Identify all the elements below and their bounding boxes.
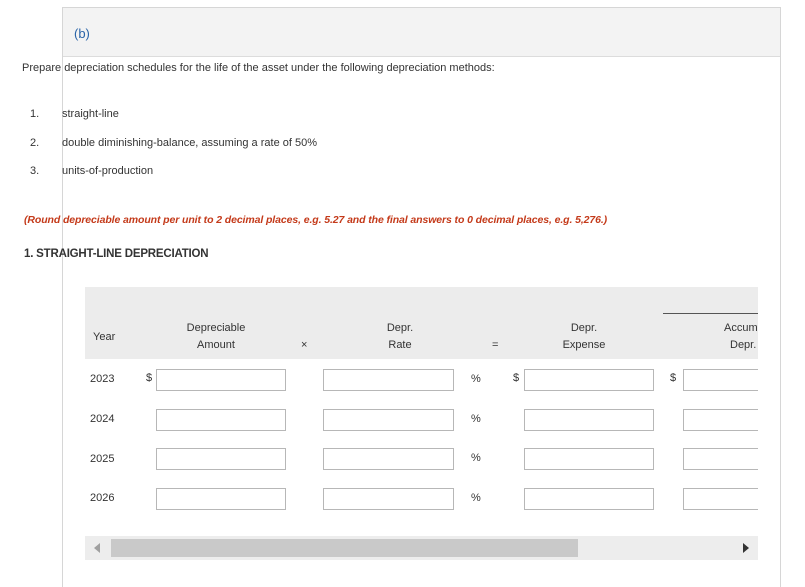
- col-header-depreciable: [176, 320, 256, 354]
- col-header-accum: [716, 320, 758, 354]
- dollar-sign: $: [670, 372, 677, 384]
- depr-expense-input[interactable]: [524, 369, 654, 391]
- col-header-expense: [554, 320, 614, 354]
- dollar-sign: $: [146, 372, 153, 384]
- header-rule: [663, 313, 758, 314]
- section-title: 1. STRAIGHT-LINE DEPRECIATION: [24, 248, 209, 260]
- col-header-rate-line1: Depr.: [386, 322, 414, 334]
- method-number: 3.: [30, 165, 40, 177]
- percent-sign: %: [471, 413, 481, 425]
- part-header: [63, 8, 780, 57]
- depr-rate-input[interactable]: [323, 488, 454, 510]
- accum-depr-input[interactable]: [683, 409, 758, 431]
- method-text: units-of-production: [62, 165, 154, 177]
- depr-expense-input[interactable]: [524, 448, 654, 470]
- percent-sign: %: [471, 452, 481, 464]
- method-text: double diminishing-balance, assuming a rate of 50%: [62, 137, 317, 149]
- depr-rate-input[interactable]: [323, 409, 454, 431]
- dollar-sign: $: [513, 372, 520, 384]
- depreciable-amount-input[interactable]: [156, 409, 286, 431]
- times-operator: ×: [301, 339, 308, 351]
- method-item-2: [30, 137, 317, 149]
- year-label: 2024: [90, 413, 115, 425]
- year-label: 2025: [90, 453, 115, 465]
- scroll-left-button[interactable]: [85, 536, 109, 560]
- percent-sign: %: [471, 373, 481, 385]
- accum-depr-input[interactable]: [683, 488, 758, 510]
- col-header-rate-line2: Rate: [388, 339, 412, 351]
- method-item-3: [30, 165, 153, 177]
- year-label: 2023: [90, 373, 115, 385]
- accum-depr-input[interactable]: [683, 448, 758, 470]
- depr-rate-input[interactable]: [323, 448, 454, 470]
- depreciable-amount-input[interactable]: [156, 488, 286, 510]
- triangle-right-icon: [734, 536, 758, 560]
- method-number: 1.: [30, 108, 40, 120]
- col-header-accum-line1: Accum: [724, 322, 758, 334]
- col-header-rate: [370, 320, 430, 354]
- col-header-expense-line2: Expense: [562, 339, 606, 351]
- triangle-left-icon: [85, 536, 109, 560]
- scrollbar-thumb[interactable]: [111, 539, 578, 557]
- method-item-1: [30, 108, 119, 120]
- part-label: (b): [74, 26, 90, 41]
- depr-rate-input[interactable]: [323, 369, 454, 391]
- col-header-depreciable-line1: Depreciable: [186, 322, 246, 334]
- col-header-year: Year: [93, 331, 116, 343]
- method-text: straight-line: [62, 108, 119, 120]
- accum-depr-input[interactable]: [683, 369, 758, 391]
- percent-sign: %: [471, 492, 481, 504]
- depreciable-amount-input[interactable]: [156, 369, 286, 391]
- depr-expense-input[interactable]: [524, 488, 654, 510]
- depr-expense-input[interactable]: [524, 409, 654, 431]
- instructions-text: Prepare depreciation schedules for the life of the asset under the following depreciation methods:: [22, 62, 495, 74]
- scroll-right-button[interactable]: [734, 536, 758, 560]
- equals-operator: =: [492, 339, 499, 351]
- rounding-note: (Round depreciable amount per unit to 2 decimal places, e.g. 5.27 and the final answers to 0 decimal places, e.g. 5,276.): [24, 214, 608, 226]
- year-label: 2026: [90, 492, 115, 504]
- col-header-depreciable-line2: Amount: [197, 339, 235, 351]
- method-number: 2.: [30, 137, 40, 149]
- col-header-accum-line2: Depr.: [730, 339, 757, 351]
- col-header-expense-line1: Depr.: [570, 322, 598, 334]
- depreciable-amount-input[interactable]: [156, 448, 286, 470]
